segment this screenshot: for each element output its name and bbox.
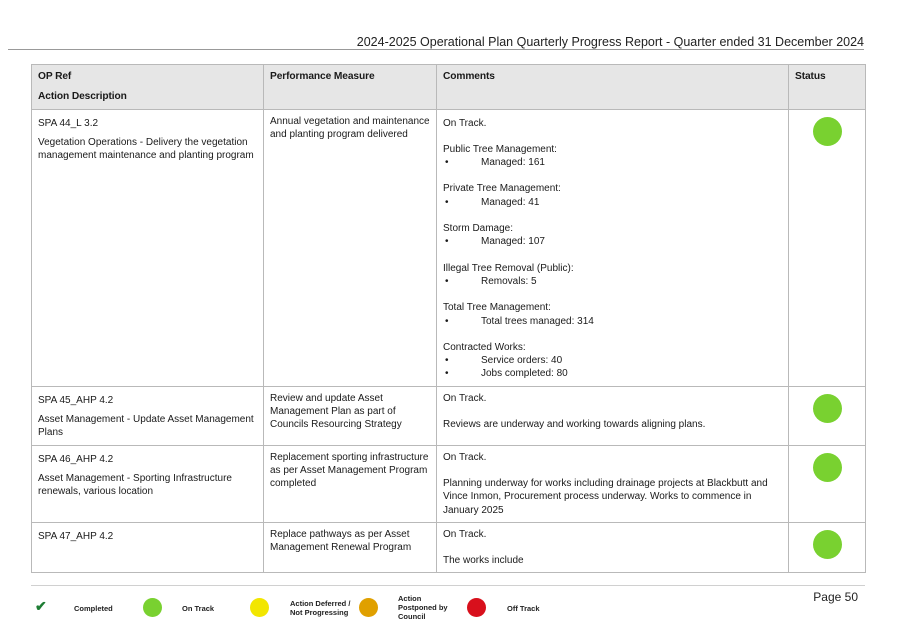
bullet-icon: •	[445, 157, 449, 169]
bullet-item	[443, 156, 782, 169]
bullet-item	[443, 275, 782, 288]
header-op-ref	[32, 65, 264, 110]
action-description: Vegetation Operations - Delivery the vegetation management maintenance and planting program	[38, 136, 254, 162]
action-description: Asset Management - Sporting Infrastructure renewals, various location	[38, 472, 232, 498]
bullet-item	[443, 354, 782, 367]
group-title: Illegal Tree Removal (Public):	[443, 262, 574, 274]
legend-completed-label: Completed	[74, 604, 113, 613]
header-performance-measure: Performance Measure	[264, 65, 437, 110]
comments-cell	[437, 386, 789, 445]
bullet-icon: •	[445, 275, 449, 287]
op-ref-cell	[32, 445, 264, 522]
bullet-text: Total trees managed: 314	[481, 315, 594, 327]
status-cell	[789, 445, 866, 522]
table-row	[32, 109, 866, 386]
legend-on-track-label: On Track	[182, 604, 215, 613]
comments-cell	[437, 522, 789, 573]
action-description: Asset Management - Update Asset Management Plans	[38, 414, 254, 439]
legend-postponed-label	[398, 594, 448, 621]
comments-cell	[437, 109, 789, 386]
bullet-text: Managed: 41	[481, 196, 540, 208]
status-on-track-icon	[813, 453, 842, 482]
legend-deferred-label	[290, 599, 350, 617]
performance-measure-cell: Replace pathways as per Asset Management Renewal Program	[264, 522, 437, 573]
op-ref-cell	[32, 109, 264, 386]
bullet-item	[443, 315, 782, 328]
group-title: Contracted Works:	[443, 341, 526, 353]
header-action-description-label: Action Description	[38, 91, 127, 103]
legend-deferred-line2: Not Progressing	[290, 608, 349, 617]
legend-deferred-icon	[250, 598, 269, 617]
table-header-row	[32, 65, 866, 110]
legend-postponed-line1: Action	[398, 594, 422, 603]
bullet-item	[443, 367, 782, 380]
bullet-icon: •	[445, 368, 449, 380]
legend-deferred-line1: Action Deferred /	[290, 599, 351, 608]
op-ref: SPA 46_AHP 4.2	[38, 453, 114, 465]
bullet-item	[443, 235, 782, 248]
comment-status: On Track.	[443, 392, 487, 404]
status-cell	[789, 522, 866, 573]
progress-table	[31, 64, 866, 573]
comment-detail: Planning underway for works including drainage projects at Blackbutt and Vince Inmon, Procurement process underway. Works to commence in January 2025	[443, 477, 768, 516]
group-title: Public Tree Management:	[443, 143, 557, 155]
status-on-track-icon	[813, 394, 842, 423]
comment-status: On Track.	[443, 117, 487, 129]
op-ref: SPA 47_AHP 4.2	[38, 530, 114, 542]
op-ref-cell	[32, 522, 264, 573]
bullet-text: Managed: 161	[481, 157, 545, 169]
header-status: Status	[789, 65, 866, 110]
status-on-track-icon	[813, 117, 842, 146]
performance-measure-cell: Annual vegetation and maintenance and planting program delivered	[264, 109, 437, 386]
comment-group	[443, 182, 782, 209]
bullet-icon: •	[445, 355, 449, 367]
status-on-track-icon	[813, 530, 842, 559]
comment-status: On Track.	[443, 451, 487, 463]
bullet-icon: •	[445, 236, 449, 248]
legend-postponed-line3: Council	[398, 612, 426, 621]
group-title: Storm Damage:	[443, 223, 514, 235]
bullet-text: Removals: 5	[481, 275, 537, 287]
status-legend	[31, 585, 865, 636]
report-title: 2024-2025 Operational Plan Quarterly Progress Report - Quarter ended 31 December 2024	[356, 35, 864, 49]
bullet-text: Service orders: 40	[481, 355, 563, 367]
header-divider	[8, 49, 864, 50]
bullet-item	[443, 196, 782, 209]
legend-off-track-icon	[467, 598, 486, 617]
performance-measure-cell: Replacement sporting infrastructure as per Asset Management Program completed	[264, 445, 437, 522]
bullet-icon: •	[445, 196, 449, 208]
group-title: Private Tree Management:	[443, 183, 561, 195]
op-ref-cell	[32, 386, 264, 445]
comment-status: On Track.	[443, 528, 487, 540]
comments-cell	[437, 445, 789, 522]
table-row	[32, 445, 866, 522]
comment-detail: Reviews are underway and working towards aligning plans.	[443, 419, 706, 431]
comment-group	[443, 301, 782, 328]
header-op-ref-label: OP Ref	[38, 71, 72, 82]
performance-measure-cell: Review and update Asset Management Plan as part of Councils Resourcing Strategy	[264, 386, 437, 445]
bullet-text: Managed: 107	[481, 236, 545, 248]
status-cell	[789, 386, 866, 445]
table-row	[32, 386, 866, 445]
legend-postponed-line2: Postponed by	[398, 603, 448, 612]
comment-group	[443, 222, 782, 249]
comment-group	[443, 143, 782, 170]
status-cell	[789, 109, 866, 386]
op-ref: SPA 44_L 3.2	[38, 117, 99, 129]
group-title: Total Tree Management:	[443, 302, 551, 314]
bullet-text: Jobs completed: 80	[481, 368, 568, 380]
comment-group	[443, 341, 782, 381]
table-row	[32, 522, 866, 573]
legend-on-track-icon	[143, 598, 162, 617]
page-number: Page 50	[813, 590, 858, 604]
bullet-icon: •	[445, 315, 449, 327]
check-icon: ✔	[35, 598, 47, 614]
legend-off-track-label: Off Track	[507, 604, 540, 613]
op-ref: SPA 45_AHP 4.2	[38, 394, 114, 406]
comment-group	[443, 262, 782, 289]
comment-detail: The works include	[443, 555, 524, 567]
legend-postponed-icon	[359, 598, 378, 617]
header-comments: Comments	[437, 65, 789, 110]
